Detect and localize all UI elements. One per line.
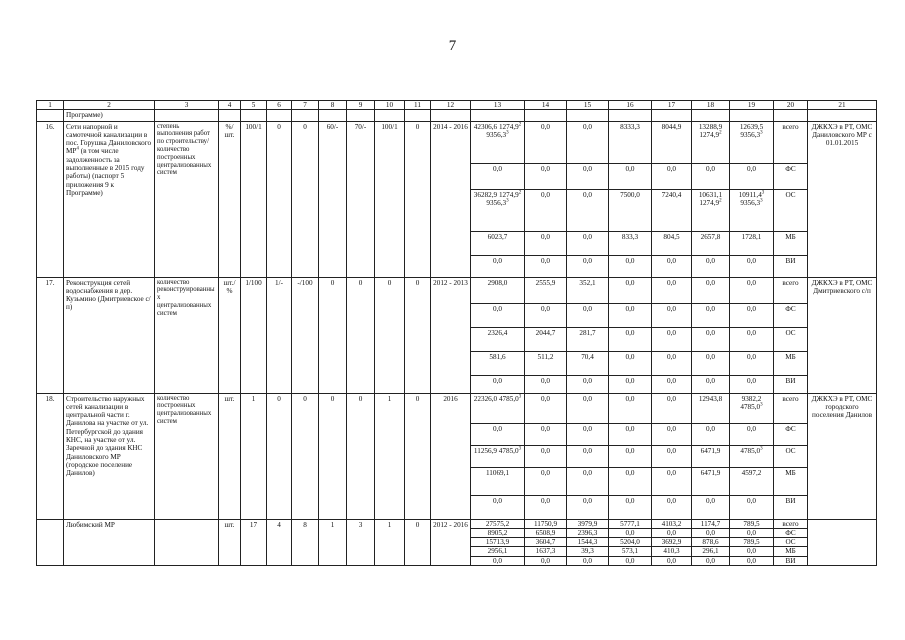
funding-value: 0,0 [525, 375, 567, 393]
funding-value: 12639,5 9356,3$^3$ [730, 121, 774, 163]
funding-value: 0,0 [567, 189, 609, 231]
funding-value: 789,5 [730, 538, 774, 547]
funding-value: 0,0 [692, 528, 730, 537]
funding-value: 0,0 [567, 495, 609, 519]
funding-value: 0,0 [609, 351, 652, 375]
funding-value: 0,0 [609, 445, 652, 467]
funding-source: ФС [774, 163, 808, 189]
column-number: 10 [375, 101, 405, 110]
funding-value: 0,0 [567, 231, 609, 255]
row-number: 16. [37, 121, 64, 277]
target-value: 0 [319, 393, 347, 519]
table-body [37, 101, 877, 566]
target-value: 0 [405, 277, 431, 393]
funding-value: 0,0 [609, 255, 652, 277]
funding-value: 4597,2 [730, 467, 774, 495]
funding-value: 8333,3 [609, 121, 652, 163]
funding-value: 0,0 [525, 303, 567, 327]
target-value: 0 [292, 121, 319, 277]
cell [567, 110, 609, 121]
period: 2012 - 2016 [431, 519, 471, 565]
funding-value: 0,0 [652, 303, 692, 327]
funding-value: 2044,7 [525, 327, 567, 351]
funding-source: всего [774, 519, 808, 528]
funding-value: 39,3 [567, 547, 609, 556]
column-number: 19 [730, 101, 774, 110]
responsible: ДЖКХЭ в РТ, ОМС Даниловского МР с 01.01.2015 [808, 121, 877, 277]
funding-value: 2555,9 [525, 277, 567, 303]
target-value: 100/1 [375, 121, 405, 277]
page-number: 7 [448, 38, 457, 54]
funding-value: 5777,1 [609, 519, 652, 528]
cell [652, 110, 692, 121]
funding-value: 789,5 [730, 519, 774, 528]
cell [347, 110, 375, 121]
funding-value: 5204,0 [609, 538, 652, 547]
funding-value: 3692,9 [652, 538, 692, 547]
funding-value: 0,0 [652, 467, 692, 495]
funding-value: 0,0 [692, 556, 730, 565]
funding-value: 0,0 [567, 255, 609, 277]
funding-source: всего [774, 393, 808, 423]
funding-value: 0,0 [525, 467, 567, 495]
target-value: 0 [347, 393, 375, 519]
funding-value: 0,0 [525, 393, 567, 423]
funding-value: 878,6 [692, 538, 730, 547]
target-value: 0 [267, 121, 292, 277]
funding-value: 0,0 [567, 121, 609, 163]
funding-value: 11256,9 4785,0$^3$ [471, 445, 525, 467]
funding-source: ОС [774, 189, 808, 231]
funding-value: 2956,1 [471, 547, 525, 556]
row-number: 17. [37, 277, 64, 393]
funding-value: 0,0 [730, 495, 774, 519]
period: 2016 [431, 393, 471, 519]
funding-value: 511,2 [525, 351, 567, 375]
funding-value: 0,0 [471, 375, 525, 393]
cell [375, 110, 405, 121]
funding-value: 281,7 [567, 327, 609, 351]
funding-value: 2326,4 [471, 327, 525, 351]
funding-value: 410,3 [652, 547, 692, 556]
funding-source: МБ [774, 351, 808, 375]
funding-value: 6471,9 [692, 467, 730, 495]
object-name: Сети напорной и самотечной канализации в пос. Горушка Даниловского $МР^4$ (в том числе задолженность за выполненные в 2015 году работы) (паспорт 5 приложения 9 к Программе) [64, 121, 155, 277]
funding-value: 0,0 [609, 303, 652, 327]
funding-source: ВИ [774, 255, 808, 277]
cell [774, 110, 808, 121]
funding-value: 2396,3 [567, 528, 609, 537]
funding-value: 804,5 [652, 231, 692, 255]
funding-value: 0,0 [730, 423, 774, 445]
target-value: 0 [267, 393, 292, 519]
funding-value: 0,0 [730, 556, 774, 565]
target-value: 1 [375, 393, 405, 519]
target-value: 1/- [267, 277, 292, 393]
cell [405, 110, 431, 121]
funding-value: 0,0 [652, 445, 692, 467]
funding-value: 0,0 [525, 121, 567, 163]
target-value: 0 [319, 277, 347, 393]
column-number: 15 [567, 101, 609, 110]
funding-value: 0,0 [567, 393, 609, 423]
funding-value: 0,0 [692, 327, 730, 351]
target-value: 8 [292, 519, 319, 565]
funding-value: 0,0 [730, 163, 774, 189]
funding-value: 1174,7 [692, 519, 730, 528]
cell [808, 110, 877, 121]
cell [37, 519, 64, 565]
funding-value: 0,0 [567, 556, 609, 565]
target-value: 3 [347, 519, 375, 565]
funding-value: 70,4 [567, 351, 609, 375]
column-number: 17 [652, 101, 692, 110]
funding-value: 833,3 [609, 231, 652, 255]
target-value: 4 [267, 519, 292, 565]
funding-source: ФС [774, 528, 808, 537]
funding-value: 0,0 [692, 255, 730, 277]
funding-value: 11750,9 [525, 519, 567, 528]
column-number: 18 [692, 101, 730, 110]
funding-value: 8044,9 [652, 121, 692, 163]
funding-value: 0,0 [692, 163, 730, 189]
funding-value: 296,1 [692, 547, 730, 556]
funding-value: 0,0 [609, 423, 652, 445]
funding-value: 0,0 [471, 303, 525, 327]
target-value: 1 [241, 393, 267, 519]
funding-value: 0,0 [652, 255, 692, 277]
table-row [37, 121, 877, 163]
object-name: Реконструкция сетей водоснабжения в дер. Кузьмино (Дмитриевское с/п) [64, 277, 155, 393]
column-number: 2 [64, 101, 155, 110]
column-number: 4 [219, 101, 241, 110]
target-value: 100/1 [241, 121, 267, 277]
target-value: 1/100 [241, 277, 267, 393]
funding-value: 22326,0 4785,0$^3$ [471, 393, 525, 423]
target-value: -/100 [292, 277, 319, 393]
funding-value: 0,0 [525, 231, 567, 255]
funding-value: 2908,0 [471, 277, 525, 303]
funding-value: 0,0 [652, 375, 692, 393]
funding-value: 0,0 [692, 351, 730, 375]
target-value: 0 [347, 277, 375, 393]
column-number: 6 [267, 101, 292, 110]
funding-source: МБ [774, 547, 808, 556]
funding-value: 0,0 [525, 163, 567, 189]
target-value: 60/- [319, 121, 347, 277]
indicator: степень выполнения работ по строительству/ количество построенных централизованных систем [155, 121, 219, 277]
funding-value: 573,1 [609, 547, 652, 556]
funding-value: 0,0 [471, 423, 525, 445]
target-value: 0 [405, 121, 431, 277]
column-number: 20 [774, 101, 808, 110]
cell [471, 110, 525, 121]
funding-value: 0,0 [692, 303, 730, 327]
funding-value: 27575,2 [471, 519, 525, 528]
funding-value: 0,0 [692, 495, 730, 519]
target-value: 1 [319, 519, 347, 565]
indicator: количество построенных централизованных систем [155, 393, 219, 519]
funding-source: ФС [774, 423, 808, 445]
funding-value: 0,0 [525, 495, 567, 519]
funding-source: всего [774, 121, 808, 163]
column-number: 12 [431, 101, 471, 110]
funding-source: ОС [774, 445, 808, 467]
funding-value: 0,0 [525, 423, 567, 445]
funding-value: 0,0 [567, 163, 609, 189]
funding-value: 0,0 [525, 445, 567, 467]
target-value: 17 [241, 519, 267, 565]
funding-value: 0,0 [652, 327, 692, 351]
funding-value: 0,0 [730, 528, 774, 537]
column-number: 7 [292, 101, 319, 110]
funding-value: 8905,2 [471, 528, 525, 537]
total-name: Любимский МР [64, 519, 155, 565]
funding-value: 0,0 [567, 423, 609, 445]
funding-source: ОС [774, 538, 808, 547]
funding-value: 0,0 [471, 163, 525, 189]
funding-value: 0,0 [609, 467, 652, 495]
cell [525, 110, 567, 121]
funding-value: 1544,3 [567, 538, 609, 547]
funding-value: 36282,9 1274,9$^2$ 9356,3$^3$ [471, 189, 525, 231]
period: 2014 - 2016 [431, 121, 471, 277]
funding-value: 0,0 [525, 189, 567, 231]
indicator: количество реконструированных централизованных систем [155, 277, 219, 393]
funding-source: ОС [774, 327, 808, 351]
column-number-row [37, 101, 877, 110]
funding-value: 0,0 [567, 467, 609, 495]
funding-value: 0,0 [567, 303, 609, 327]
column-number: 1 [37, 101, 64, 110]
funding-value: 0,0 [652, 556, 692, 565]
funding-value: 0,0 [609, 393, 652, 423]
funding-source: ВИ [774, 375, 808, 393]
funding-value: 12943,8 [692, 393, 730, 423]
funding-value: 15713,9 [471, 538, 525, 547]
funding-source: всего [774, 277, 808, 303]
funding-value: 42306,6 1274,9$^2$ 9356,3$^3$ [471, 121, 525, 163]
cell [431, 110, 471, 121]
cell [267, 110, 292, 121]
funding-value: 10631,1 1274,9$^2$ [692, 189, 730, 231]
program-table [36, 100, 877, 566]
funding-value: 0,0 [730, 277, 774, 303]
funding-value: 0,0 [525, 556, 567, 565]
funding-source: ВИ [774, 556, 808, 565]
funding-value: 4103,2 [652, 519, 692, 528]
funding-value: 9382,2 4785,0$^3$ [730, 393, 774, 423]
responsible: ДЖКХЭ в РТ, ОМС Дмитриевского с/п [808, 277, 877, 393]
funding-value: 0,0 [567, 375, 609, 393]
cell [692, 110, 730, 121]
funding-value: 0,0 [609, 528, 652, 537]
cell [319, 110, 347, 121]
cell [292, 110, 319, 121]
funding-value: 1637,3 [525, 547, 567, 556]
funding-value: 352,1 [567, 277, 609, 303]
funding-value: 581,6 [471, 351, 525, 375]
funding-value: 0,0 [652, 393, 692, 423]
funding-value: 3604,7 [525, 538, 567, 547]
funding-value: 0,0 [652, 277, 692, 303]
funding-value: 0,0 [652, 423, 692, 445]
column-number: 11 [405, 101, 431, 110]
column-number: 3 [155, 101, 219, 110]
unit: шт./ % [219, 277, 241, 393]
funding-value: 0,0 [609, 495, 652, 519]
funding-value: 11069,1 [471, 467, 525, 495]
column-number: 13 [471, 101, 525, 110]
funding-source: ВИ [774, 495, 808, 519]
funding-value: 6471,9 [692, 445, 730, 467]
cell [155, 110, 219, 121]
funding-source: ФС [774, 303, 808, 327]
cell [609, 110, 652, 121]
funding-value: 6508,9 [525, 528, 567, 537]
column-number: 5 [241, 101, 267, 110]
target-value: 0 [405, 519, 431, 565]
funding-value: 0,0 [730, 255, 774, 277]
target-value: 0 [292, 393, 319, 519]
funding-value: 0,0 [730, 351, 774, 375]
continuation-text: Программе) [64, 110, 155, 121]
column-number: 21 [808, 101, 877, 110]
column-number: 8 [319, 101, 347, 110]
column-number: 16 [609, 101, 652, 110]
funding-value: 0,0 [609, 163, 652, 189]
period: 2012 - 2013 [431, 277, 471, 393]
continuation-row [37, 110, 877, 121]
unit: шт. [219, 519, 241, 565]
funding-value: 0,0 [471, 255, 525, 277]
funding-value: 0,0 [692, 277, 730, 303]
funding-value: 0,0 [692, 375, 730, 393]
funding-value: 0,0 [730, 375, 774, 393]
object-name: Строительство наружных сетей канализации в центральной части г. Данилова на участке от ул. Петербургской до здания КНС, на участке от ул. Заречной до здания КНС Даниловского МР (городское поселение Данилов) [64, 393, 155, 519]
funding-value: 0,0 [471, 556, 525, 565]
total-row [37, 519, 877, 528]
funding-value: 0,0 [652, 163, 692, 189]
funding-value: 10911,4$^3$ 9356,3$^3$ [730, 189, 774, 231]
funding-value: 0,0 [652, 351, 692, 375]
funding-value: 0,0 [609, 375, 652, 393]
funding-value: 0,0 [609, 556, 652, 565]
funding-value: 6023,7 [471, 231, 525, 255]
funding-value: 0,0 [471, 495, 525, 519]
funding-value: 0,0 [609, 327, 652, 351]
cell [37, 110, 64, 121]
cell [155, 519, 219, 565]
responsible: ДЖКХЭ в РТ, ОМС городского поселения Данилов [808, 393, 877, 519]
unit: шт. [219, 393, 241, 519]
target-value: 0 [375, 277, 405, 393]
cell [241, 110, 267, 121]
funding-value: 3979,9 [567, 519, 609, 528]
funding-value: 4785,0$^3$ [730, 445, 774, 467]
target-value: 1 [375, 519, 405, 565]
funding-value: 0,0 [567, 445, 609, 467]
funding-value: 13288,9 1274,9$^2$ [692, 121, 730, 163]
cell [219, 110, 241, 121]
row-number: 18. [37, 393, 64, 519]
funding-value: 7240,4 [652, 189, 692, 231]
table-row [37, 393, 877, 423]
unit: %/ шт. [219, 121, 241, 277]
funding-source: МБ [774, 467, 808, 495]
column-number: 9 [347, 101, 375, 110]
funding-value: 0,0 [730, 303, 774, 327]
funding-value: 0,0 [652, 528, 692, 537]
target-value: 0 [405, 393, 431, 519]
funding-source: МБ [774, 231, 808, 255]
table-row [37, 277, 877, 303]
funding-value: 0,0 [652, 495, 692, 519]
funding-value: 0,0 [730, 327, 774, 351]
cell [808, 519, 877, 565]
funding-value: 0,0 [609, 277, 652, 303]
funding-value: 1728,1 [730, 231, 774, 255]
funding-value: 0,0 [730, 547, 774, 556]
funding-value: 0,0 [525, 255, 567, 277]
funding-value: 0,0 [692, 423, 730, 445]
funding-value: 2657,8 [692, 231, 730, 255]
funding-value: 7500,0 [609, 189, 652, 231]
cell [730, 110, 774, 121]
column-number: 14 [525, 101, 567, 110]
target-value: 70/- [347, 121, 375, 277]
